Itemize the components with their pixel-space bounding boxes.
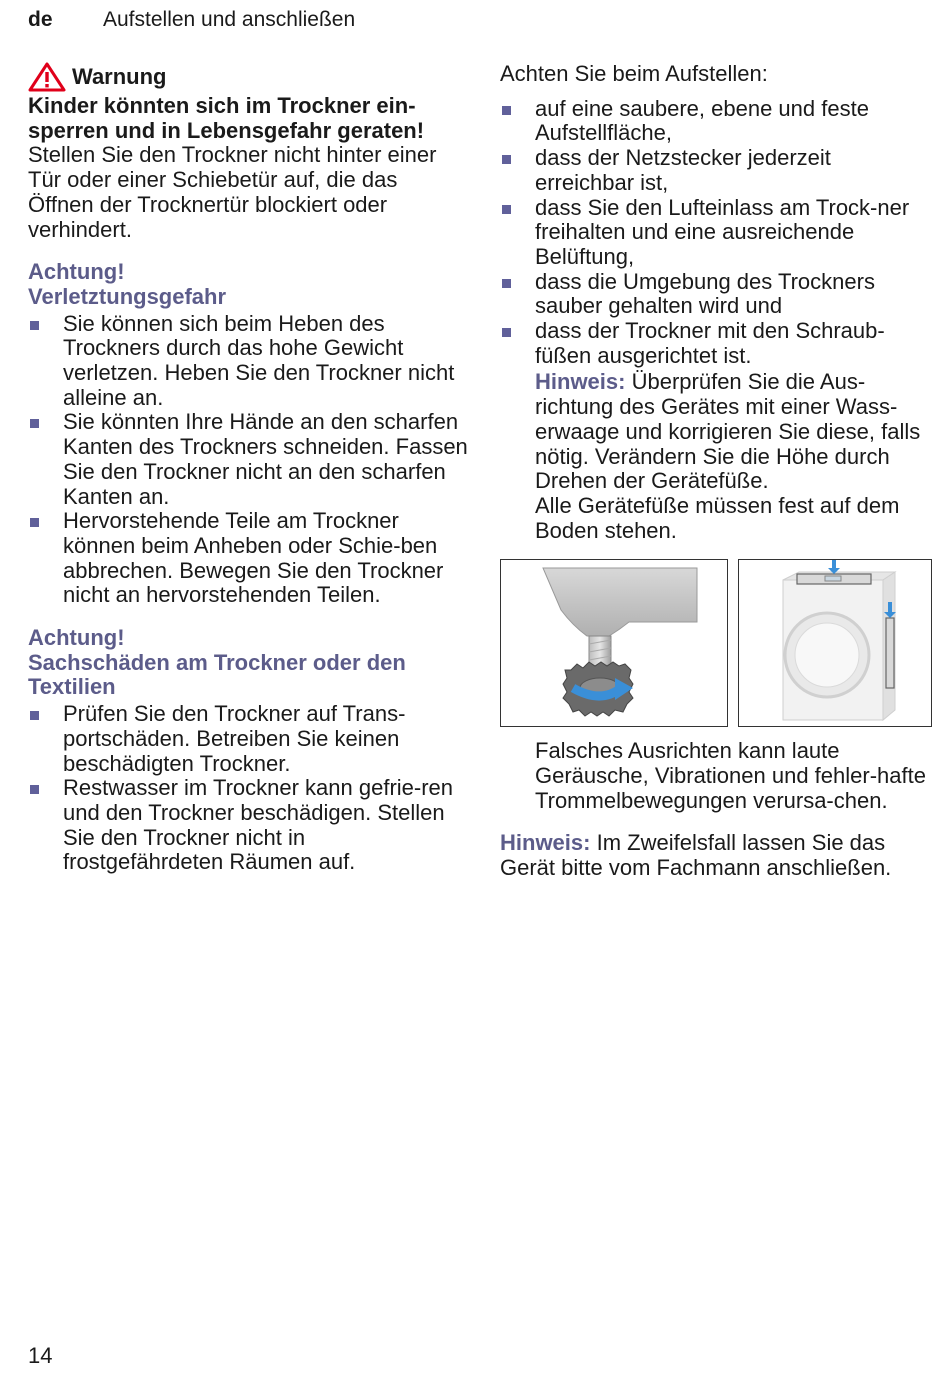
note-text: Im Zweifelsfall lassen Sie das Gerät bitte vom Fachmann anschließen. [500,830,892,881]
list-item [28,702,468,776]
note-text: Überprüfen Sie die Aus-richtung des Gerätes mit einer Wass-erwaage und korrigieren Sie diese, falls nötig. Verändern Sie die Höhe durch Drehen der Gerätefüße. [535,369,921,494]
square-bullet-icon [502,106,511,115]
square-bullet-icon [30,785,39,794]
list-item [28,776,468,875]
page-number: 14 [28,1343,53,1368]
square-bullet-icon [30,518,39,527]
note-leveling [500,370,932,543]
left-column [28,62,468,875]
note-label: Hinweis: [500,830,591,856]
caution-list [28,312,468,608]
warning-heading [28,62,468,92]
list-item-text: Sie könnten Ihre Hände an den scharfen Kanten des Trockners schneiden. Fassen Sie den Trockner nicht an den scharfen Kanten an. [63,409,468,509]
section-title: Aufstellen und anschließen [103,8,356,31]
list-item-text: auf eine saubere, ebene und feste Aufstellfläche, [535,95,869,146]
list-item-text: Restwasser im Trockner kann gefrie-ren und den Trockner beschädigen. Stellen Sie den Trockner nicht in frostgefährdeten Räumen auf. [63,775,454,875]
list-item [28,410,468,509]
square-bullet-icon [502,205,511,214]
figure-foot-adjust [500,559,728,727]
warning-text: Stellen Sie den Trockner nicht hinter einer Tür oder einer Schiebetür auf, die das Öffnen der Trocknertür blockiert oder verhindert. [28,142,437,242]
misalignment-text: Falsches Ausrichten kann laute Geräusche, Vibrationen und fehler-hafte Trommelbewegungen verursa-chen. [535,738,926,813]
list-item-text: dass die Umgebung des Trockners sauber gehalten wird und [535,268,875,319]
list-item-text: dass der Trockner mit den Schraub-füßen ausgerichtet ist. [535,318,885,368]
list-item [500,146,932,195]
square-bullet-icon [30,321,39,330]
square-bullet-icon [30,711,39,720]
list-item-text: Prüfen Sie den Trockner auf Trans-portschäden. Betreiben Sie keinen beschädigten Trockner. [63,701,406,776]
caution-label: Achtung! [28,259,125,285]
caution-injury [28,260,468,608]
list-item [500,270,932,319]
list-item-text: dass der Netzstecker jederzeit erreichbar ist, [535,145,831,195]
caution-list [28,702,468,875]
caution-damage [28,626,468,875]
list-item [500,97,932,146]
square-bullet-icon [502,328,511,337]
list-item [500,319,932,368]
caution-label: Achtung! [28,625,125,651]
list-item [500,196,932,270]
adjustable-foot-illustration [501,560,727,726]
list-item-text: Hervorstehende Teile am Trockner können beim Anheben oder Schie-ben abbrechen. Bewegen Sie den Trockner nicht an hervorstehenden Teilen. [63,508,444,608]
setup-list [500,97,932,369]
list-item-text: dass Sie den Lufteinlass am Trock-ner freihalten und eine ausreichende Belüftung, [535,194,910,269]
figures [500,559,932,727]
setup-intro: Achten Sie beim Aufstellen: [500,61,768,86]
language-code: de [28,8,53,31]
warning-bold-text: Kinder könnten sich im Trockner ein- sperren und in Lebensgefahr geraten! [28,93,425,143]
square-bullet-icon [502,279,511,288]
square-bullet-icon [502,155,511,164]
list-item [28,312,468,411]
right-column [500,62,932,881]
list-item [28,509,468,608]
caution-title: Sachschäden am Trockner oder den Textilien [28,649,406,700]
note-label: Hinweis: [535,369,626,395]
list-item-text: Sie können sich beim Heben des Trockners durch das hohe Gewicht verletzen. Heben Sie den Trockner nicht alleine an. [63,310,455,410]
figure-dryer-level [738,559,932,727]
caution-title: Verletztungsgefahr [28,283,227,309]
note-text-feet: Alle Gerätefüße müssen fest auf dem Boden stehen. [535,492,900,543]
warning-triangle-icon [28,62,66,92]
dryer-spirit-level-illustration [739,560,929,726]
warning-label: Warnung [72,63,167,89]
note-expert [500,831,932,880]
square-bullet-icon [30,419,39,428]
